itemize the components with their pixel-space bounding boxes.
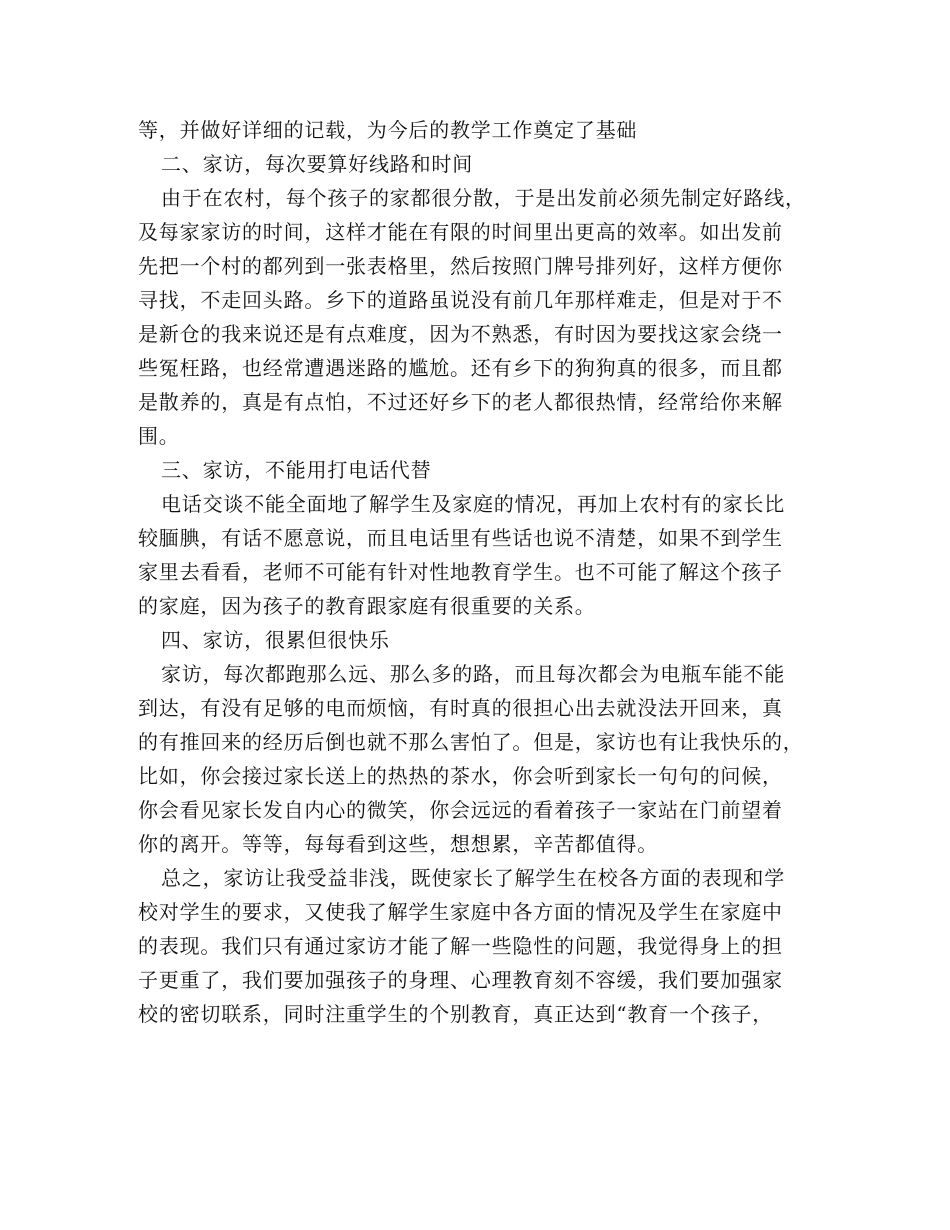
- body-line: 围。: [138, 424, 180, 448]
- body-line: 寻找，不走回头路。乡下的道路虽说没有前几年那样难走，但是对于不: [138, 288, 783, 312]
- body-line: 校对学生的要求，又使我了解学生家庭中各方面的情况及学生在家庭中: [138, 900, 783, 924]
- body-line: 由于在农村，每个孩子的家都很分散，于是出发前必须先制定好路线，: [161, 186, 806, 210]
- body-line: 是散养的，真是有点怕，不过还好乡下的老人都很热情，经常给你来解: [138, 390, 783, 414]
- body-line: 些冤枉路，也经常遭遇迷路的尴尬。还有乡下的狗狗真的很多，而且都: [138, 356, 783, 380]
- body-line: 家里去看看，老师不可能有针对性地教育学生。也不可能了解这个孩子: [138, 560, 783, 584]
- body-line: 你的离开。等等，每每看到这些，想想累，辛苦都值得。: [138, 832, 658, 856]
- body-line: 总之，家访让我受益非浅，既使家长了解学生在校各方面的表现和学: [161, 866, 785, 890]
- section-heading-2: 二、家访，每次要算好线路和时间: [161, 152, 473, 176]
- body-line: 较腼腆，有话不愿意说，而且电话里有些话也说不清楚，如果不到学生: [138, 526, 783, 550]
- body-line: 是新仓的我来说还是有点难度，因为不熟悉，有时因为要找这家会绕一: [138, 322, 783, 346]
- body-line: 你会看见家长发自内心的微笑，你会远远的看着孩子一家站在门前望着: [138, 798, 783, 822]
- body-line: 的家庭，因为孩子的教育跟家庭有很重要的关系。: [138, 594, 596, 618]
- body-line: 及每家家访的时间，这样才能在有限的时间里出更高的效率。如出发前: [138, 220, 783, 244]
- body-line: 的有推回来的经历后倒也就不那么害怕了。但是，家访也有让我快乐的，: [138, 730, 804, 754]
- document-body: [138, 113, 818, 1031]
- body-line: 先把一个村的都列到一张表格里，然后按照门牌号排列好，这样方便你: [138, 254, 783, 278]
- body-line: 比如，你会接过家长送上的热热的茶水，你会听到家长一句句的问候，: [138, 764, 783, 788]
- body-line: 电话交谈不能全面地了解学生及家庭的情况，再加上农村有的家长比: [161, 492, 785, 516]
- section-heading-4: 四、家访，很累但很快乐: [161, 628, 390, 652]
- body-line: 等，并做好详细的记载，为今后的教学工作奠定了基础: [138, 118, 638, 142]
- body-line: 校的密切联系，同时注重学生的个别教育，真正达到“教育一个孩子，: [138, 1002, 774, 1026]
- section-heading-3: 三、家访，不能用打电话代替: [161, 458, 432, 482]
- body-line: 到达，有没有足够的电而烦恼，有时真的很担心出去就没法开回来，真: [138, 696, 783, 720]
- body-line: 家访，每次都跑那么远、那么多的路，而且每次都会为电瓶车能不能: [161, 662, 785, 686]
- body-line: 的表现。我们只有通过家访才能了解一些隐性的问题，我觉得身上的担: [138, 934, 783, 958]
- body-line: 子更重了，我们要加强孩子的身理、心理教育刻不容缓，我们要加强家: [138, 968, 783, 992]
